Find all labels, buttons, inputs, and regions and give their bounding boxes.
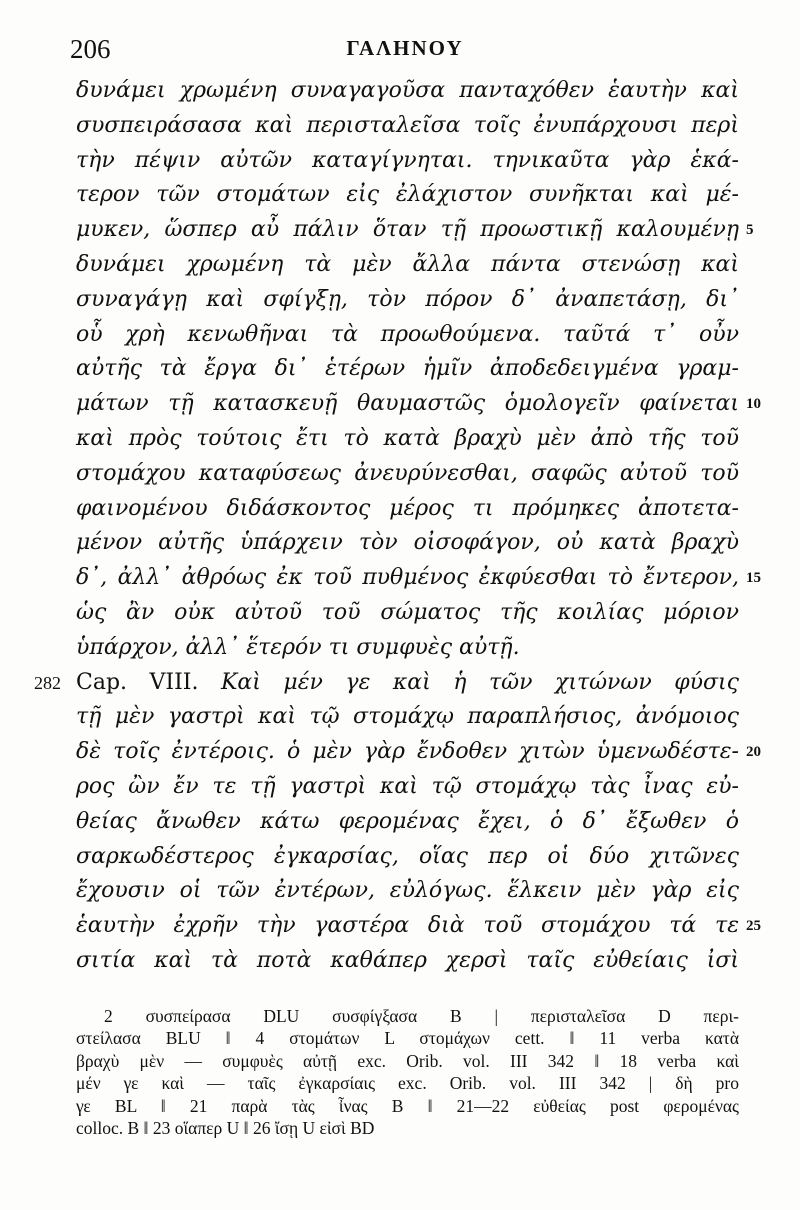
text-line xyxy=(76,283,739,318)
text-line xyxy=(76,109,739,144)
text-line xyxy=(76,596,739,631)
greek-text: ἔχουσιν οἱ τῶν ἐντέρων, εὐλόγως. ἕλκειν μὲν γὰρ εἰς xyxy=(76,878,739,904)
apparatus-line: στείλασα BLU ‖ 4 στομάτων L στομάχων cett. ‖ 11 verba κατὰ xyxy=(76,1028,739,1049)
text-line xyxy=(76,387,761,422)
text-line xyxy=(76,144,739,179)
margin-reference: 282 xyxy=(34,672,61,693)
text-line xyxy=(76,805,739,840)
greek-text: ἑαυτὴν ἐχρῆν τὴν γαστέρα διὰ τοῦ στομάχου τά τε xyxy=(76,913,739,939)
greek-text: μυκεν, ὥσπερ αὖ πάλιν ὅταν τῇ προωστικῇ καλουμένῃ xyxy=(76,217,739,243)
text-line-content xyxy=(76,874,739,909)
greek-text: συναγάγῃ καὶ σφίγξῃ, τὸν πόρον δ᾽ ἀναπετάσῃ, δι᾽ xyxy=(76,286,739,312)
text-line xyxy=(76,840,739,875)
running-title: ΓΑΛΗΝΟΥ xyxy=(346,36,464,60)
text-line xyxy=(76,457,739,492)
greek-text: δυνάμει χρωμένη τὰ μὲν ἄλλα πάντα στενώσῃ καὶ xyxy=(76,251,739,277)
text-line xyxy=(76,944,739,979)
greek-text: στομάχου καταφύσεως ἀνευρύνεσθαι, σαφῶς αὐτοῦ τοῦ xyxy=(76,460,739,486)
greek-text: ὑπάρχον, ἀλλ᾽ ἕτερόν τι συμφυὲς αὐτῇ. xyxy=(76,634,520,660)
text-line xyxy=(76,700,739,735)
text-line xyxy=(76,492,739,527)
text-line-content xyxy=(76,283,739,318)
text-line-content xyxy=(76,492,739,527)
greek-text: δυνάμει χρωμένη συναγαγοῦσα πανταχόθεν ἑαυτὴν καὶ xyxy=(76,78,739,103)
apparatus-line: 2 συσπείρασα DLU συσφίγξασα B | περισταλεῖσα D περι- xyxy=(104,1006,739,1026)
text-line xyxy=(76,178,739,213)
greek-text: σαρκωδέστερος ἐγκαρσίας, οἵας περ οἱ δύο χιτῶνες xyxy=(76,843,739,869)
text-line-content xyxy=(76,74,739,109)
text-line-content xyxy=(76,666,739,701)
text-line xyxy=(76,909,761,944)
text-line xyxy=(76,561,761,596)
line-number: 20 xyxy=(746,744,761,761)
text-line-content xyxy=(76,526,739,561)
text-line xyxy=(76,874,739,909)
text-line-content xyxy=(76,422,739,457)
main-text xyxy=(34,74,761,979)
text-line xyxy=(76,422,739,457)
critical-apparatus xyxy=(76,1005,739,1139)
page-header xyxy=(70,34,740,70)
greek-text: ὡς ἂν οὐκ αὐτοῦ τοῦ σώματος τῆς κοιλίας μόριον xyxy=(76,599,739,625)
text-line-content xyxy=(76,735,739,770)
text-line xyxy=(76,526,739,561)
text-line xyxy=(76,248,739,283)
text-line-content xyxy=(76,248,739,283)
text-line-content xyxy=(76,213,739,248)
text-line xyxy=(76,631,739,666)
line-number: 15 xyxy=(746,570,761,587)
greek-text: συσπειράσασα καὶ περισταλεῖσα τοῖς ἐνυπάρχουσι περὶ xyxy=(76,112,739,138)
text-line-content xyxy=(76,840,739,875)
greek-text: καὶ πρὸς τούτοις ἔτι τὸ κατὰ βραχὺ μὲν ἀπὸ τῆς τοῦ xyxy=(76,425,739,451)
text-line xyxy=(76,318,739,353)
text-line xyxy=(76,352,739,387)
text-line-content xyxy=(76,805,739,840)
line-number: 10 xyxy=(746,396,761,413)
page-number: 206 xyxy=(70,34,111,64)
greek-text: αὐτῆς τὰ ἔργα δι᾽ ἑτέρων ἡμῖν ἀποδεδειγμένα γραμ- xyxy=(76,356,739,382)
text-line-content xyxy=(76,909,739,944)
greek-text: τερον τῶν στομάτων εἰς ἐλάχιστον συνῆκται καὶ μέ- xyxy=(76,182,739,208)
text-line xyxy=(76,213,754,248)
chapter-heading: Cap. VIII. xyxy=(76,669,221,695)
greek-text: μάτων τῇ κατασκευῇ θαυμαστῶς ὁμολογεῖν φαίνεται xyxy=(76,391,739,417)
text-line-content xyxy=(76,144,739,179)
apparatus-line: βραχὺ μὲν — συμφυὲς αὐτῇ exc. Orib. vol. III 342 ‖ 18 verba καὶ xyxy=(76,1050,739,1071)
text-line-content xyxy=(76,109,739,144)
text-line-content xyxy=(76,770,739,805)
text-line-content xyxy=(76,631,739,666)
text-line xyxy=(76,770,739,805)
text-line-content xyxy=(76,457,739,492)
greek-text: τὴν πέψιν αὐτῶν καταγίγνηται. τηνικαῦτα γὰρ ἑκά- xyxy=(76,147,739,173)
text-line-content xyxy=(76,700,739,735)
greek-text: Καὶ μέν γε καὶ ἡ τῶν χιτώνων φύσις xyxy=(221,669,739,695)
greek-text: μένον αὐτῆς ὑπάρχειν τὸν οἰσοφάγον, οὐ κατὰ βραχὺ xyxy=(76,530,739,556)
line-number: 25 xyxy=(746,918,761,935)
greek-text: οὗ χρὴ κενωθῆναι τὰ προωθούμενα. ταῦτά τ᾽ οὖν xyxy=(76,321,739,347)
greek-text: δ᾽, ἀλλ᾽ ἀθρόως ἐκ τοῦ πυθμένος ἐκφύεσθαι τὸ ἔντερον, xyxy=(76,565,739,591)
text-line xyxy=(76,74,739,109)
greek-text: φαινομένου διδάσκοντος μέρος τι πρόμηκες ἀποτετα- xyxy=(76,495,739,521)
text-line-content xyxy=(76,561,739,596)
greek-text: θείας ἄνωθεν κάτω φερομένας ἔχει, ὁ δ᾽ ἔξωθεν ὁ xyxy=(76,808,739,834)
text-line xyxy=(76,735,761,770)
text-line-content xyxy=(76,318,739,353)
text-line-content xyxy=(76,387,739,422)
apparatus-line: μέν γε καὶ — ταῖς ἐγκαρσίαις exc. Orib. vol. III 342 | δὴ pro xyxy=(76,1073,739,1094)
apparatus-line: colloc. B ‖ 23 οἵαπερ U ‖ 26 ἴσῃ U εἰσὶ BD xyxy=(76,1117,375,1138)
greek-text: δὲ τοῖς ἐντέροις. ὁ μὲν γὰρ ἔνδοθεν χιτὼν ὑμενωδέστε- xyxy=(76,739,739,765)
text-line xyxy=(34,666,739,701)
text-line-content xyxy=(76,178,739,213)
greek-text: σιτία καὶ τὰ ποτὰ καθάπερ χερσὶ ταῖς εὐθείαις ἰσὶ xyxy=(76,947,739,973)
greek-text: τῇ μὲν γαστρὶ καὶ τῷ στομάχῳ παραπλήσιος, ἀνόμοιος xyxy=(76,704,739,730)
text-line-content xyxy=(76,596,739,631)
greek-text: ρος ὢν ἔν τε τῇ γαστρὶ καὶ τῷ στομάχῳ τὰς ἶνας εὐ- xyxy=(76,773,739,799)
text-line-content xyxy=(76,944,739,979)
apparatus-line: γε BL ‖ 21 παρὰ τὰς ἶνας B ‖ 21—22 εὐθείας post φερομένας xyxy=(76,1095,739,1116)
line-number: 5 xyxy=(746,222,754,239)
text-line-content xyxy=(76,352,739,387)
